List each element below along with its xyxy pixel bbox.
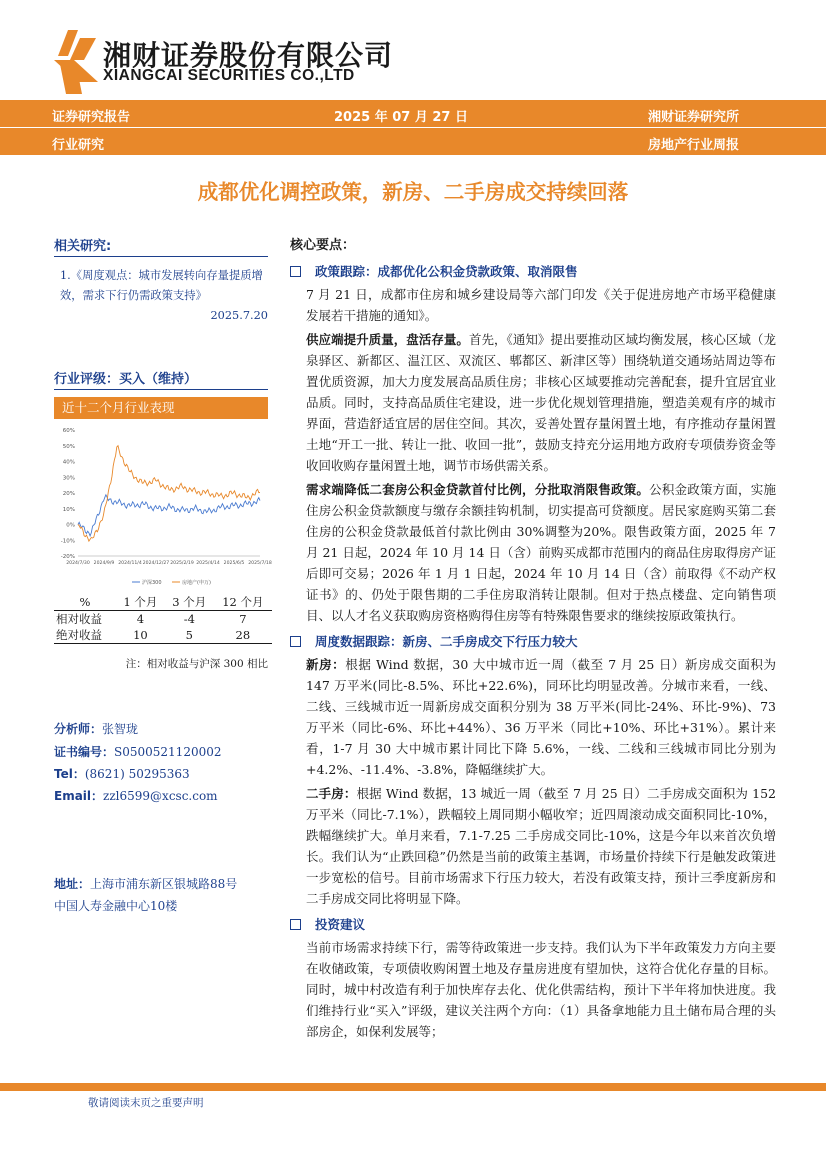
section-heading-weekly-data: 周度数据跟踪：新房、二手房成交下行压力较大	[290, 632, 776, 650]
x-tick-label: 2024/7/30	[66, 561, 90, 566]
company-name-cn: 湘财证券股份有限公司	[103, 39, 394, 72]
x-tick-label: 2024/12/27	[142, 561, 170, 566]
address-line1: 上海市浦东新区银城路88号	[90, 877, 238, 891]
section-heading-investment: 投资建议	[290, 915, 776, 933]
rating-label: 行业评级：	[54, 372, 120, 387]
tel-number: (8621) 50295363	[84, 767, 190, 781]
paragraph: 当前市场需求持续下行，需等待政策进一步支持。我们认为下半年政策发力方向主要在收储政策，专项债收购闲置土地及存量房进度有望加快，这符合优化存量的目标。同时，城中村改造有利于加快库存去化、优化供需结构，预计下半年将加快进度。我们维持行业“买入”评级，建议关注两个方向：（1）具备拿地能力且土储布局合理的头部房企，如保利发展等；	[306, 940, 776, 1039]
industry-performance-chart	[54, 420, 272, 592]
address-label: 地址：	[54, 877, 91, 891]
table-row	[54, 627, 272, 644]
x-tick-label: 2025/4/14	[196, 561, 220, 566]
series-line	[78, 495, 260, 536]
cert-label: 证书编号：	[54, 745, 115, 759]
y-tick-label: 30%	[62, 475, 75, 482]
report-title: 成都优化调控政策，新房、二手房成交持续回落	[197, 180, 629, 204]
related-research-item[interactable]	[60, 266, 268, 326]
tel-label: Tel：	[54, 767, 85, 781]
y-tick-label: 50%	[62, 443, 75, 450]
email-link[interactable]: zzl6599@xcsc.com	[103, 789, 218, 803]
checkbox-bullet-icon	[290, 919, 301, 930]
divider	[54, 389, 268, 390]
cert-number: S0500521120002	[114, 745, 222, 759]
y-tick-label: 40%	[62, 459, 75, 466]
table-cell: 4	[136, 612, 145, 626]
table-header-cell: 1 个月	[123, 595, 158, 609]
table-cell-label: 绝对收益	[56, 628, 102, 642]
paragraph: 7 月 21 日，成都市住房和城乡建设局等六部门印发《关于促进房地产市场平稳健康发展若干措施的通知》。	[306, 287, 776, 323]
institute-name: 湘财证券研究所	[648, 110, 740, 125]
table-cell-label: 相对收益	[56, 612, 102, 626]
x-tick-label: 2025/6/5	[223, 561, 245, 566]
checkbox-bullet-icon	[290, 266, 301, 277]
legend-label: 房地产(申万)	[182, 580, 211, 586]
chart-heading: 近十二个月行业表现	[54, 397, 268, 419]
footer-disclaimer: 敬请阅读末页之重要声明	[88, 1097, 204, 1109]
table-cell: 28	[235, 628, 251, 642]
core-points-heading: 核心要点：	[290, 238, 356, 253]
table-header-cell: %	[79, 595, 91, 609]
company-name-en: XIANGCAI SECURITIES CO.,LTD	[103, 67, 355, 84]
table-cell: -4	[183, 612, 195, 626]
rating-value: 买入（维持）	[119, 372, 198, 387]
table-header-cell: 12 个月	[222, 595, 264, 609]
table-header-row	[54, 594, 272, 611]
company-logo	[54, 30, 98, 94]
checkbox-bullet-icon	[290, 636, 301, 647]
report-type: 证券研究报告	[52, 110, 131, 125]
analyst-name: 张智珑	[102, 722, 139, 736]
paragraph: 需求端降低二套房公积金贷款首付比例，分批取消限售政策。公积金政策方面，实施住房公积金贷款额度与缴存余额挂钩机制，切实提高可贷额度。居民家庭购买第二套住房的公积金贷款最低首付款比例由 30%调整为20%。限售政策方面，2025 年 7 月 21 日起，2024 年 10 月 14 日（含）前购买成都市范围内的商品住房取得房产证后即可交易；2026 年 1 月 1 日起，2024 年 10 月 14 日（含）前取得《不动产权证书》的、仍处于限售期的二手住房取消转让限制。但对于热点楼盘、定向销售项目、以人才名义获取购房资格购得住房等有特殊限售要求的继续按原政策执行。	[306, 482, 776, 623]
y-tick-label: 20%	[62, 491, 75, 497]
telephone	[54, 765, 190, 782]
legend-label: 沪深300	[142, 580, 162, 586]
email-label: Email：	[54, 789, 104, 803]
section-heading-policy: 政策跟踪：成都优化公积金贷款政策、取消限售	[290, 262, 776, 280]
report-date: 2025 年 07 月 27 日	[334, 110, 468, 125]
analyst	[54, 720, 138, 737]
x-tick-label: 2024/11/4	[118, 561, 142, 566]
table-row	[54, 611, 272, 628]
y-tick-label: -10%	[60, 538, 75, 545]
y-tick-label: 10%	[62, 506, 75, 513]
paragraph: 二手房：根据 Wind 数据，13 城近一周（截至 7 月 25 日）二手房成交面积为 152 万平米（同比-7.1%），跌幅较上周同期小幅收窄；近四周滚动成交面积同比-10%，跌幅继续扩大。单月来看，7.1-7.25 二手房成交同比-10%，这是今年以来首次负增长。我们认为“止跌回稳”仍然是当前的政策主基调，市场量价持续下行是触发政策进一步宽松的信号。目前市场需求下行压力较大，若没有政策支持，预计三季度新房和二手房成交同比将明显下降。	[306, 786, 776, 906]
y-tick-label: -20%	[60, 554, 75, 560]
divider	[54, 256, 268, 257]
analyst-label: 分析师：	[54, 722, 103, 736]
y-tick-label: 0%	[66, 522, 75, 529]
y-tick-label: 60%	[62, 428, 75, 434]
email	[54, 787, 218, 804]
table-cell: 10	[133, 628, 148, 642]
report-subtitle: 房地产行业周报	[648, 138, 740, 153]
industry-rating	[54, 368, 197, 387]
paragraph: 新房：根据 Wind 数据，30 大中城市近一周（截至 7 月 25 日）新房成交面积为 147 万平米(同比-8.5%、环比+22.6%)，同环比均明显改善。分城市来看，一线、二线、三线城市近一周新房成交面积分别为 38 万平米(同比-24%、环比-9%)、73 万平米（同比-6%、环比+44%）、36 万平米（同比+10%、环比+31%）。累计来看，1-7 月 30 大中城市累计同比下降 5.6%，一线、二线和三线城市同比分别为+4.2%、-11.4%、-3.8%，降幅继续扩大。	[306, 657, 776, 777]
table-cell: 7	[239, 612, 247, 626]
x-tick-label: 2025/2/19	[170, 561, 194, 566]
table-cell: 5	[185, 628, 193, 642]
paragraph: 供应端提升质量，盘活存量。首先，《通知》提出要推动区域均衡发展，核心区域（龙泉驿区、新都区、温江区、双流区、郫都区、新津区等）围绕轨道交通场站周边等布置优质资源，加大力度发展高品质住房；非核心区域要推动完善配套，提升宜居宜业品质。同时，支持高品质住宅建设，进一步优化规划管理措施，塑造美观有序的城市界面，营造舒适宜居的居住空间。其次，妥善处置存量闲置土地，有序推动存量闲置土地“开工一批、转让一批、收回一批”，鼓励支持充分运用地方政府专项债券资金等收回收购存量闲置土地，调节市场供需关系。	[306, 332, 776, 473]
certificate	[54, 743, 222, 760]
related-research-text: 1.《周度观点：城市发展转向存量提质增效，需求下行仍需政策支持》	[60, 269, 263, 302]
x-tick-label: 2024/9/9	[93, 561, 115, 566]
report-category: 行业研究	[52, 138, 105, 153]
footer-band	[0, 1083, 826, 1091]
performance-table	[54, 594, 272, 644]
series-line	[78, 446, 260, 541]
related-research-date: 2025.7.20	[210, 309, 268, 322]
table-note: 注：相对收益与沪深 300 相比	[125, 658, 268, 670]
address	[54, 873, 237, 917]
x-tick-label: 2025/7/18	[248, 561, 272, 566]
table-header-cell: 3 个月	[172, 595, 207, 609]
main-content	[290, 262, 776, 1042]
related-research-heading: 相关研究:	[54, 239, 112, 254]
address-line2: 中国人寿金融中心10楼	[54, 899, 178, 913]
